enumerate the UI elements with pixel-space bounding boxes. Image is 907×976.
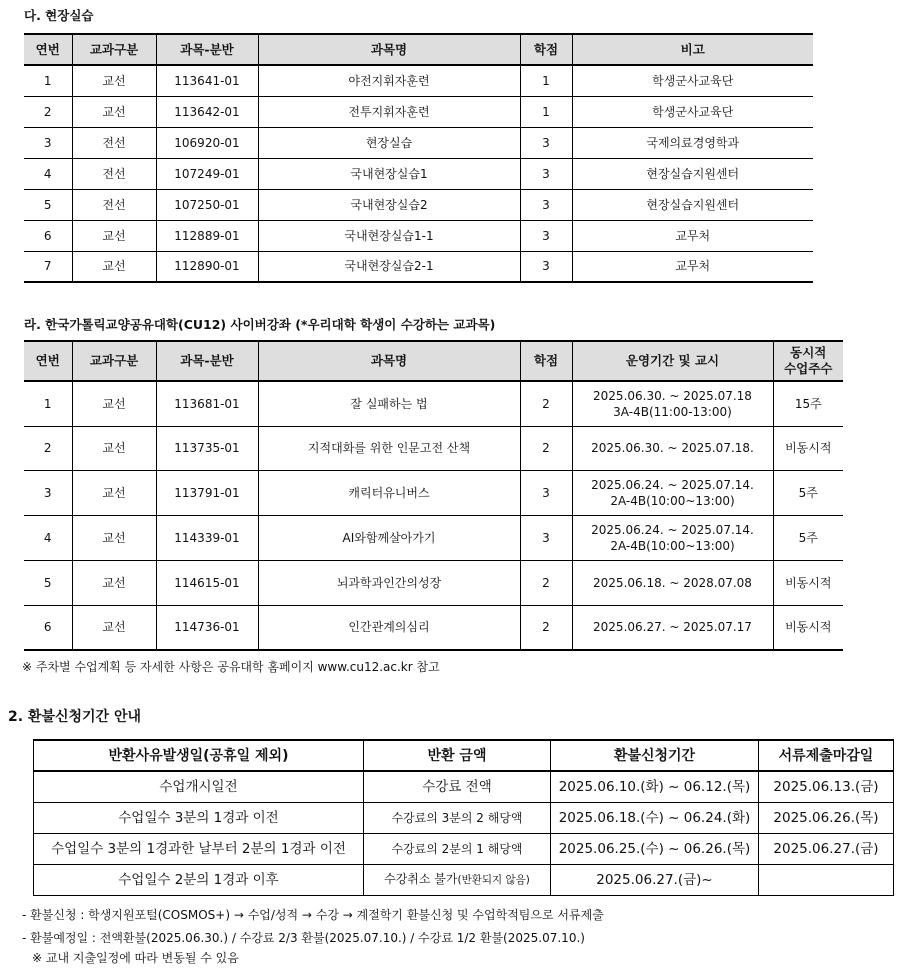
cell: 수강료의 3분의 2 해당액: [364, 802, 551, 833]
cell: [572, 560, 773, 605]
cell: 1: [24, 381, 72, 426]
cell: 2: [520, 426, 572, 470]
cell: 3: [520, 189, 572, 220]
cell: 교선: [72, 515, 156, 560]
amount-note: (반환되지 않음): [457, 874, 530, 886]
cell: 교선: [72, 560, 156, 605]
cell: 교무처: [572, 220, 813, 251]
cell: 6: [24, 605, 72, 650]
cell: 15주: [773, 381, 843, 426]
period-text: 2025.06.24. ~ 2025.07.14.: [591, 522, 754, 537]
col-header: 환불신청기간: [551, 740, 759, 771]
cell: 수업일수 2분의 1경과 이후: [34, 864, 364, 895]
period-text: 2025.06.30. ~ 2025.07.18.: [591, 441, 754, 455]
cell: 교선: [72, 251, 156, 282]
col-header: 비고: [572, 34, 813, 65]
cell: [364, 864, 551, 895]
cell: 교선: [72, 96, 156, 127]
cell: 2: [24, 96, 72, 127]
table-row: [24, 605, 843, 650]
table-row: [24, 251, 813, 282]
cell: 수강료의 2분의 1 해당액: [364, 833, 551, 864]
cell: 3: [520, 251, 572, 282]
cell: 1: [24, 65, 72, 96]
cell: 전선: [72, 158, 156, 189]
cell: 114615-01: [156, 560, 258, 605]
cell: 113641-01: [156, 65, 258, 96]
col-header: 서류제출마감일: [759, 740, 894, 771]
cell: 전선: [72, 127, 156, 158]
cell: 106920-01: [156, 127, 258, 158]
cell: 현장실습지원센터: [572, 158, 813, 189]
cell: [572, 470, 773, 515]
amount-text: 수강취소 불가: [384, 872, 458, 886]
refund-note-change: ※ 교내 지출일정에 따라 변동될 수 있음: [32, 951, 239, 965]
cell: 107250-01: [156, 189, 258, 220]
time-text: 2A-4B(10:00~13:00): [610, 538, 735, 553]
col-header: 과목-분반: [156, 34, 258, 65]
cell: 잘 실패하는 법: [258, 381, 520, 426]
cell: 교선: [72, 220, 156, 251]
cell: 교선: [72, 470, 156, 515]
cell: 현장실습: [258, 127, 520, 158]
table-row: [24, 65, 813, 96]
cell: 112890-01: [156, 251, 258, 282]
col-header: 연번: [24, 341, 72, 381]
cell: 6: [24, 220, 72, 251]
period-text: 2025.06.30. ~ 2025.07.18: [593, 388, 752, 403]
cell: 인간관계의심리: [258, 605, 520, 650]
table-row: [34, 771, 894, 802]
table-header-row: [24, 34, 813, 65]
cell: 5: [24, 189, 72, 220]
cell: 2025.06.27.(금): [759, 833, 894, 864]
col-header: 연번: [24, 34, 72, 65]
cell: 학생군사교육단: [572, 65, 813, 96]
cell: 114339-01: [156, 515, 258, 560]
cell: 교선: [72, 381, 156, 426]
table-header-row: [34, 740, 894, 771]
table-row: [24, 470, 843, 515]
cell: 113642-01: [156, 96, 258, 127]
table-row: [34, 802, 894, 833]
col-header: 과목명: [258, 341, 520, 381]
cell: 2025.06.26.(목): [759, 802, 894, 833]
cell: 국내현장실습2-1: [258, 251, 520, 282]
table-row: [24, 220, 813, 251]
time-text: 2A-4B(10:00~13:00): [610, 493, 735, 508]
table-row: [34, 864, 894, 895]
period-text: 2025.06.27. ~ 2025.07.17: [593, 620, 752, 635]
cell: [759, 864, 894, 895]
cell: 비동시적: [773, 605, 843, 650]
cell: 캐릭터유니버스: [258, 470, 520, 515]
cell: 3: [24, 127, 72, 158]
cell: [572, 605, 773, 650]
cell: 교선: [72, 426, 156, 470]
table-header-row: [24, 341, 843, 381]
cell: 1: [520, 65, 572, 96]
period-text: 2025.06.18. ~ 2028.07.08: [593, 575, 752, 590]
cell: 112889-01: [156, 220, 258, 251]
table-row: [24, 381, 843, 426]
table-row: [24, 515, 843, 560]
cell: 국내현장실습2: [258, 189, 520, 220]
refund-title: 2. 환불신청기간 안내: [8, 709, 141, 725]
cell: 수업일수 3분의 1경과한 날부터 2분의 1경과 이전: [34, 833, 364, 864]
cell: 1: [520, 96, 572, 127]
cell: 2025.06.27.(금)~: [551, 864, 759, 895]
cell: 학생군사교육단: [572, 96, 813, 127]
cell: 3: [520, 158, 572, 189]
table-row: [24, 560, 843, 605]
cell: 113791-01: [156, 470, 258, 515]
table-row: [24, 189, 813, 220]
cell: 2: [520, 381, 572, 426]
refund-table: [33, 739, 894, 896]
time-text: 3A-4B(11:00-13:00): [613, 404, 732, 419]
cell: 현장실습지원센터: [572, 189, 813, 220]
cell: 3: [520, 220, 572, 251]
col-header: 교과구분: [72, 341, 156, 381]
cell: 교선: [72, 65, 156, 96]
cell: 교무처: [572, 251, 813, 282]
cell: 7: [24, 251, 72, 282]
col-header: 과목-분반: [156, 341, 258, 381]
cell: 3: [520, 515, 572, 560]
cell: 야전지휘자훈련: [258, 65, 520, 96]
cyber-course-table: [24, 340, 843, 651]
cell: 뇌과학과인간의성장: [258, 560, 520, 605]
cell: 비동시적: [773, 426, 843, 470]
col-header: 운영기간 및 교시: [572, 341, 773, 381]
table-row: [24, 96, 813, 127]
cell: 전선: [72, 189, 156, 220]
table-row: [34, 833, 894, 864]
table-row: [24, 158, 813, 189]
col-header-line: 동시적: [790, 345, 827, 360]
col-header: [773, 341, 843, 381]
cell: 3: [520, 127, 572, 158]
cell: [572, 515, 773, 560]
cell: 국제의료경영학과: [572, 127, 813, 158]
cell: 수업일수 3분의 1경과 이전: [34, 802, 364, 833]
refund-note-schedule: - 환불예정일 : 전액환불(2025.06.30.) / 수강료 2/3 환불(2025.07.10.) / 수강료 1/2 환불(2025.07.10.): [22, 931, 585, 945]
col-header-line: 수업주수: [784, 361, 833, 376]
col-header: 반환사유발생일(공휴일 제외): [34, 740, 364, 771]
cell: 2: [520, 605, 572, 650]
cell: 2: [520, 560, 572, 605]
cell: 국내현장실습1-1: [258, 220, 520, 251]
col-header: 교과구분: [72, 34, 156, 65]
cell: 교선: [72, 605, 156, 650]
cell: 113681-01: [156, 381, 258, 426]
cell: 수업개시일전: [34, 771, 364, 802]
cell: 113735-01: [156, 426, 258, 470]
cell: 2025.06.10.(화) ~ 06.12.(목): [551, 771, 759, 802]
cell: 4: [24, 515, 72, 560]
field-practice-table: [24, 33, 813, 283]
cell: [572, 426, 773, 470]
cell: AI와함께살아가기: [258, 515, 520, 560]
cell: 5주: [773, 515, 843, 560]
col-header: 학점: [520, 34, 572, 65]
col-header: 반환 금액: [364, 740, 551, 771]
period-text: 2025.06.24. ~ 2025.07.14.: [591, 477, 754, 492]
cell: 4: [24, 158, 72, 189]
cell: [572, 381, 773, 426]
cell: 114736-01: [156, 605, 258, 650]
section-e-title: 라. 한국가톨릭교양공유대학(CU12) 사이버강좌 (*우리대학 학생이 수강하는 교과목): [24, 317, 496, 332]
col-header: 과목명: [258, 34, 520, 65]
cell: 비동시적: [773, 560, 843, 605]
cu12-note: ※ 주차별 수업계획 등 자세한 사항은 공유대학 홈페이지 www.cu12.ac.kr 참고: [22, 660, 440, 674]
cell: 전투지휘자훈련: [258, 96, 520, 127]
cell: 2025.06.25.(수) ~ 06.26.(목): [551, 833, 759, 864]
section-d-title: 다. 현장실습: [24, 8, 94, 23]
col-header: 학점: [520, 341, 572, 381]
cell: 2: [24, 426, 72, 470]
cell: 5: [24, 560, 72, 605]
cell: 2025.06.13.(금): [759, 771, 894, 802]
cell: 107249-01: [156, 158, 258, 189]
table-row: [24, 426, 843, 470]
cell: 수강료 전액: [364, 771, 551, 802]
cell: 2025.06.18.(수) ~ 06.24.(화): [551, 802, 759, 833]
cell: 지적대화를 위한 인문고전 산책: [258, 426, 520, 470]
table-row: [24, 127, 813, 158]
cell: 국내현장실습1: [258, 158, 520, 189]
refund-note-apply: - 환불신청 : 학생지원포털(COSMOS+) → 수업/성적 → 수강 → 계절학기 환불신청 및 수업학적팀으로 서류제출: [22, 908, 604, 922]
cell: 3: [520, 470, 572, 515]
cell: 5주: [773, 470, 843, 515]
cell: 3: [24, 470, 72, 515]
